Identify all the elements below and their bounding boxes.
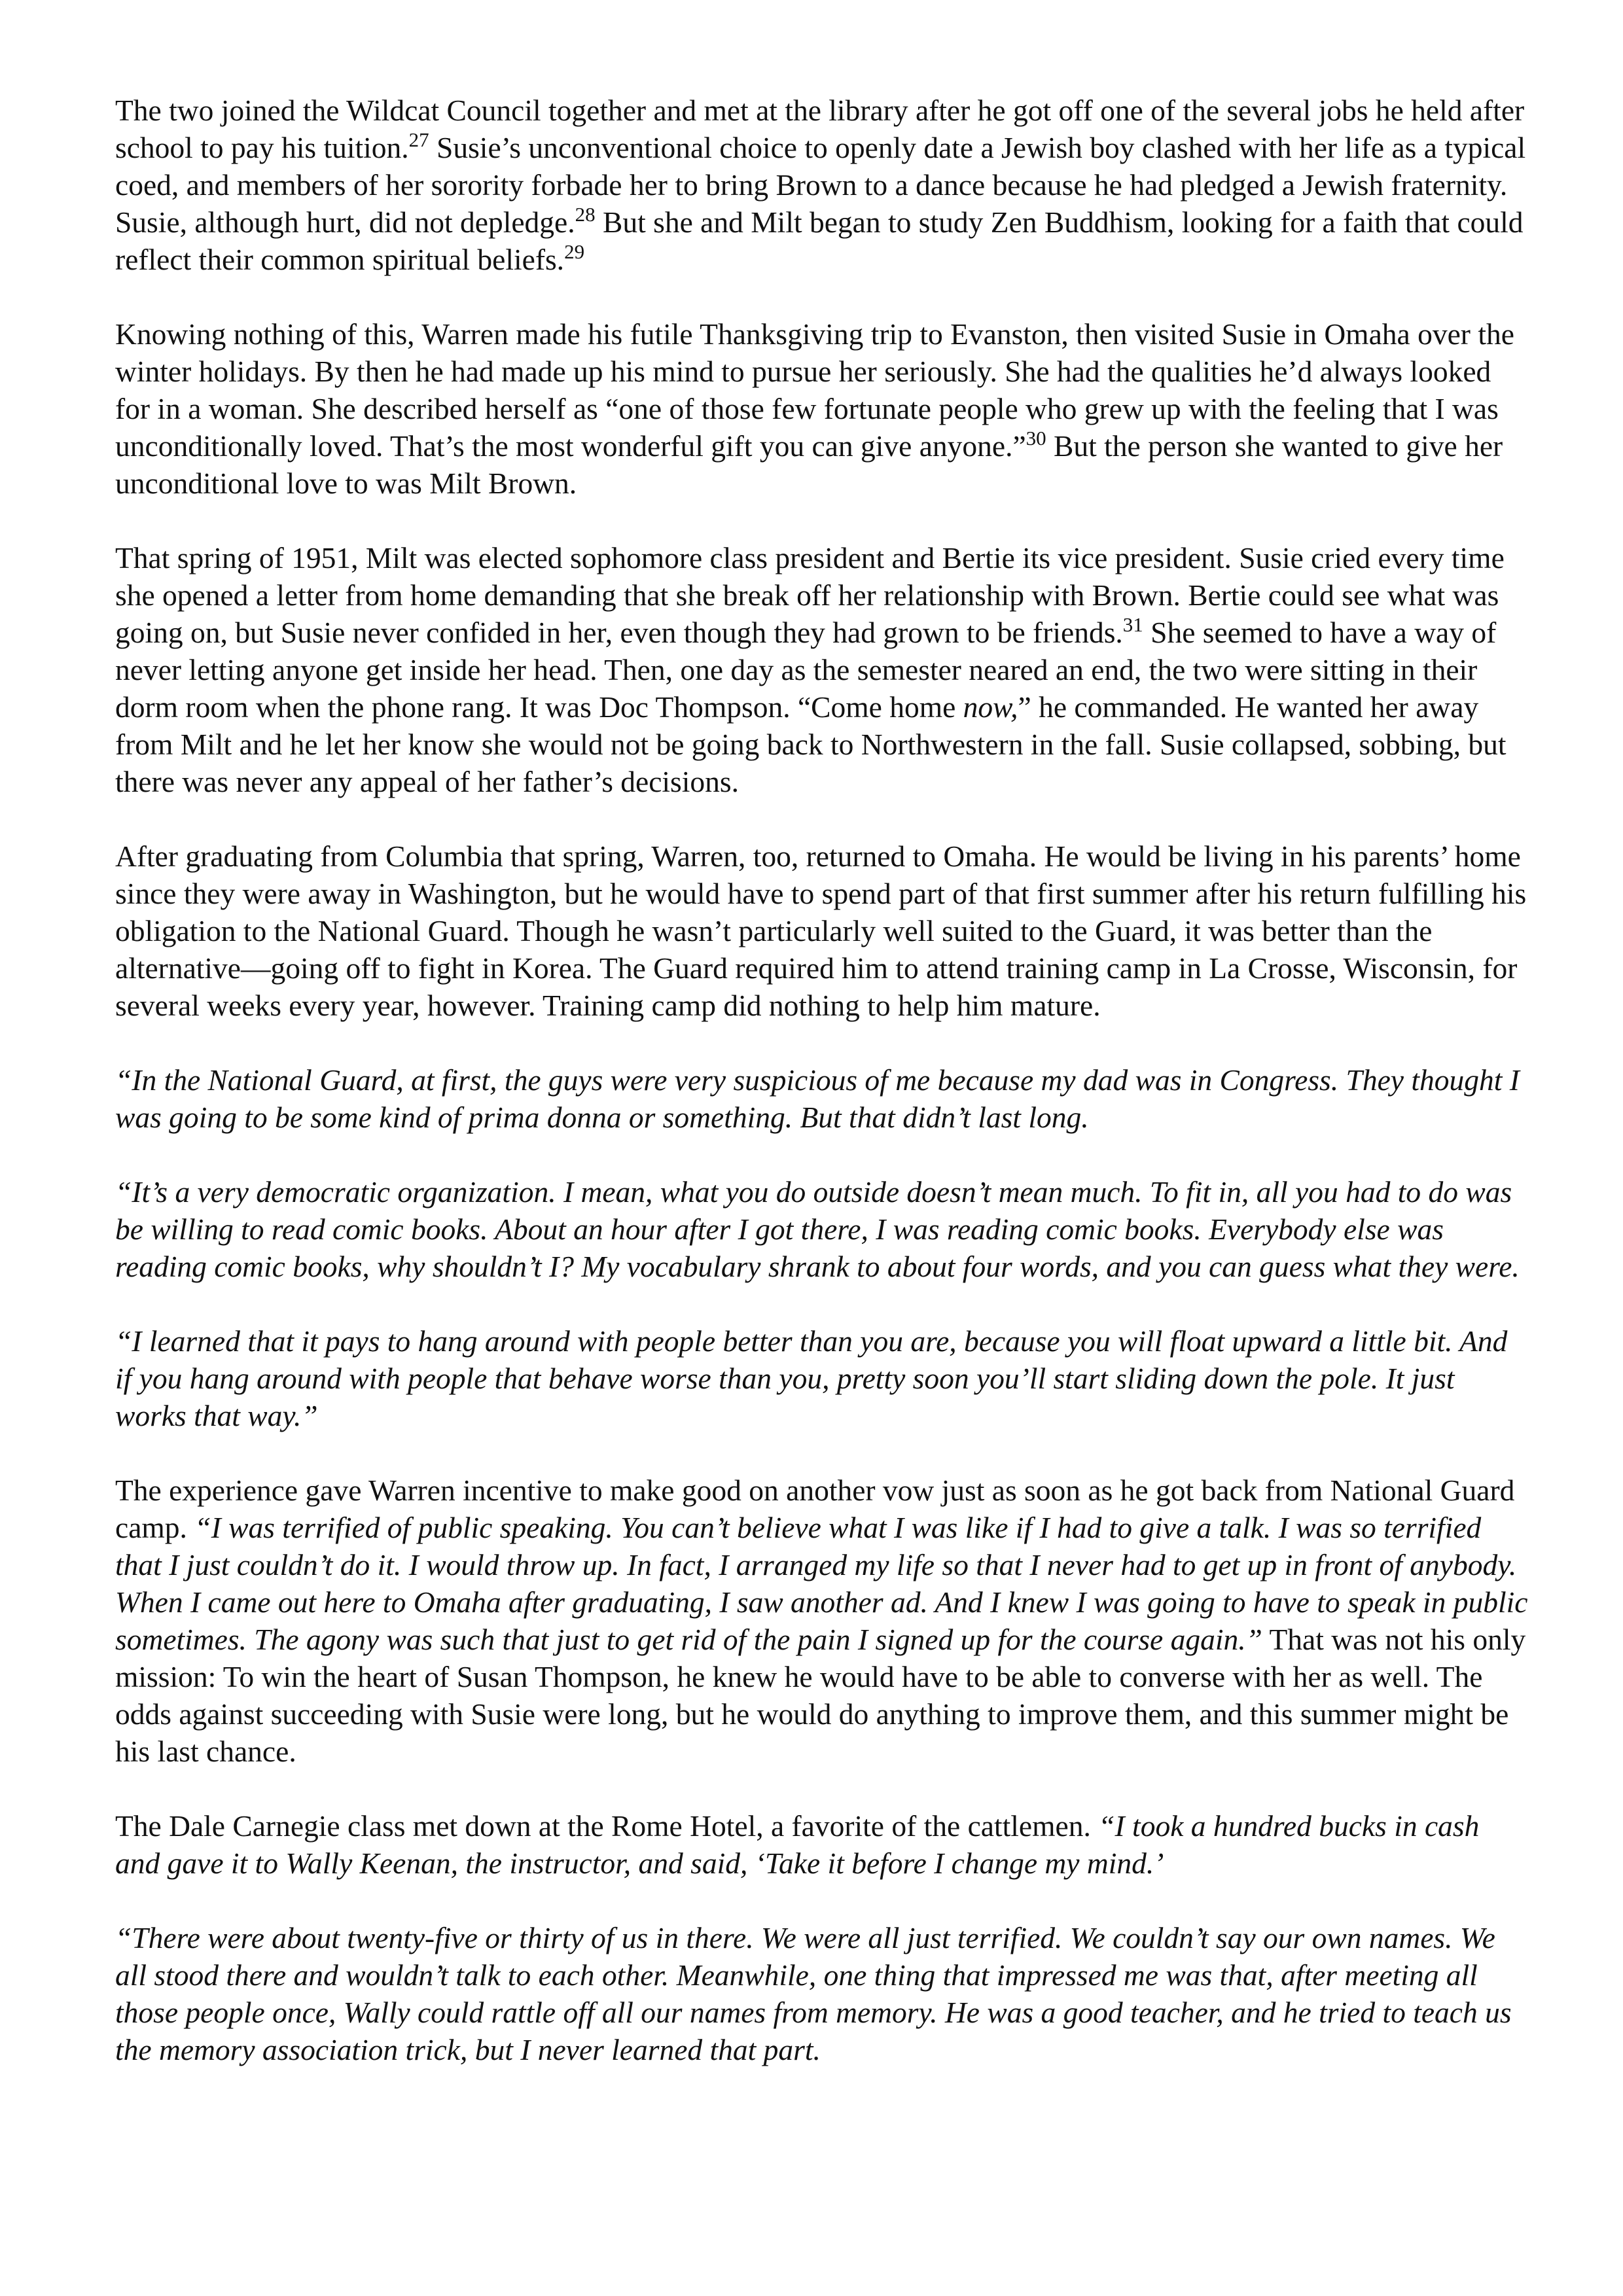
quote-paragraph (115, 1919, 1529, 2068)
text-run: “It’s a very democratic organization. I mean, what you do outside doesn’t mean much. To fit in, all you had to do was be willing to read comic books. About an hour after I got there, I was reading comic books. Everybody else was reading comic books, why shouldn’t I? My vocabulary shrank to about four words, and you can guess what they were. (115, 1175, 1520, 1283)
quote-paragraph (115, 1173, 1529, 1285)
text-run: The Dale Carnegie class met down at the Rome Hotel, a favorite of the cattlemen. (115, 1809, 1099, 1843)
text-run: Knowing nothing of this, Warren made his futile Thanksgiving trip to Evanston, then visited Susie in Omaha over the winter holidays. By then he had made up his mind to pursue her seriously. She had the qualities he’d always looked for in a woman. She described herself as “one of those few fortunate people who grew up with the feeling that I was unconditionally loved. That’s the most wonderful gift you can give anyone.” (115, 317, 1514, 463)
text-run: “In the National Guard, at first, the guys were very suspicious of me because my dad was in Congress. They thought I was going to be some kind of prima donna or something. But that didn’t last long. (115, 1063, 1520, 1134)
body-paragraph (115, 1472, 1529, 1770)
text-run: That spring of 1951, Milt was elected sophomore class president and Bertie its vice president. Susie cried every time she opened a letter from home demanding that she break off her relationship with Brown. Bertie could see what was going on, but Susie never confided in her, even though they had grown to be friends. (115, 541, 1505, 649)
body-paragraph (115, 1807, 1529, 1882)
body-paragraph (115, 315, 1529, 502)
text-run: “There were about twenty-five or thirty of us in there. We were all just terrified. We couldn’t say our own names. We all stood there and wouldn’t talk to each other. Meanwhile, one thing that impressed me was that, after meeting all those people once, Wally could rattle off all our names from memory. He was a good teacher, and he tried to teach us the memory association trick, but I never learned that part. (115, 1921, 1512, 2066)
footnote-reference: 27 (408, 128, 429, 151)
quote-paragraph (115, 1061, 1529, 1136)
footnote-reference: 29 (564, 240, 585, 263)
body-paragraph (115, 838, 1529, 1024)
text-run: “I learned that it pays to hang around with people better than you are, because you will float upward a little bit. And if you hang around with people that behave worse than you, pretty soon you’ll start sliding down the pole. It just works that way.” (115, 1324, 1508, 1432)
text-run: But she and Milt began to study Zen Buddhism, looking for a faith that could reflect their common spiritual beliefs. (115, 205, 1524, 276)
text-run: That was not his only mission: To win the heart of Susan Thompson, he knew he would have to be able to converse with her as well. The odds against succeeding with Susie were long, but he would do anything to improve them, and this summer might be his last chance. (115, 1623, 1526, 1768)
text-run: But the person she wanted to give her unconditional love to was Milt Brown. (115, 429, 1503, 500)
document-page (115, 92, 1529, 2068)
text-run: ” he commanded. He wanted her away from Milt and he let her know she would not be going back to Northwestern in the fall. Susie collapsed, sobbing, but there was never any appeal of her father’s decisions. (115, 690, 1507, 798)
text-run: The two joined the Wildcat Council together and met at the library after he got off one of the several jobs he held after school to pay his tuition. (115, 94, 1525, 164)
body-paragraph (115, 539, 1529, 800)
text-run: Susie’s unconventional choice to openly date a Jewish boy clashed with her life as a typical coed, and members of her sorority forbade her to bring Brown to a dance because he had pledged a Jewish fraternity. Susie, although hurt, did not depledge. (115, 131, 1526, 239)
italic-text: now, (963, 690, 1018, 724)
footnote-reference: 28 (575, 203, 596, 226)
text-run: She seemed to have a way of never letting anyone get inside her head. Then, one day as the semester neared an end, the two were sitting in their dorm room when the phone rang. It was Doc Thompson. “Come home (115, 616, 1497, 724)
footnote-reference: 30 (1026, 427, 1046, 450)
text-run: The experience gave Warren incentive to make good on another vow just as soon as he got back from National Guard camp. (115, 1474, 1515, 1544)
quote-paragraph (115, 1322, 1529, 1434)
italic-text: “I was terrified of public speaking. You can’t believe what I was like if I had to give a talk. I was so terrified that I just couldn’t do it. I would throw up. In fact, I arranged my life so that I never had to get up in front of anybody. When I came out here to Omaha after graduating, I saw another ad. And I knew I was going to have to speak in public sometimes. The agony was such that just to get rid of the pain I signed up for the course again.” (115, 1511, 1528, 1656)
italic-text: “I took a hundred bucks in cash and gave it to Wally Keenan, the instructor, and said, ‘Take it before I change my mind.’ (115, 1809, 1480, 1880)
text-run: After graduating from Columbia that spring, Warren, too, returned to Omaha. He would be living in his parents’ home since they were away in Washington, but he would have to spend part of that first summer after his return fulfilling his obligation to the National Guard. Though he wasn’t particularly well suited to the Guard, it was better than the alternative—going off to fight in Korea. The Guard required him to attend training camp in La Crosse, Wisconsin, for several weeks every year, however. Training camp did nothing to help him mature. (115, 839, 1527, 1022)
footnote-reference: 31 (1122, 613, 1143, 636)
body-paragraph (115, 92, 1529, 278)
